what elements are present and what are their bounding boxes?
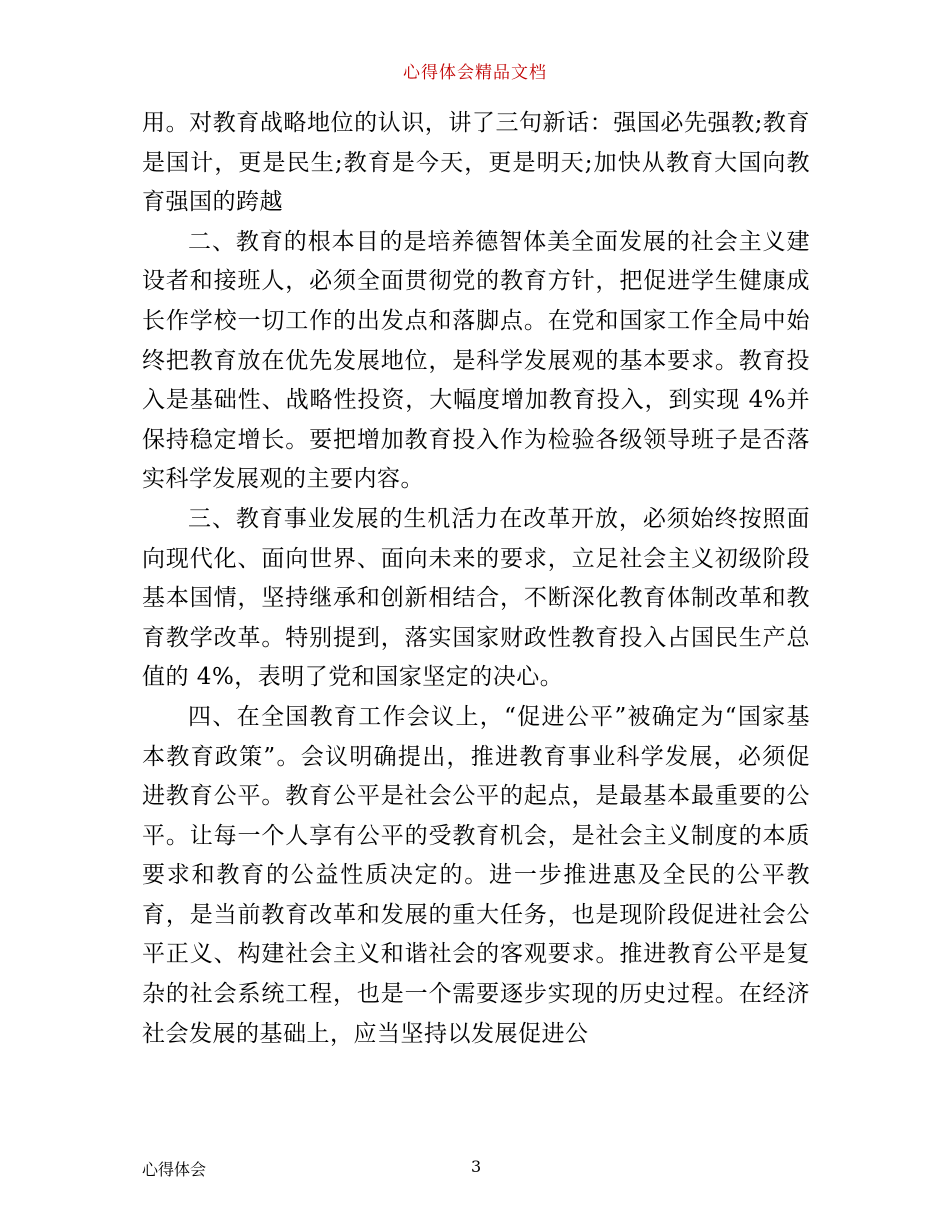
paragraph-section-two: 二、教育的根本目的是培养德智体美全面发展的社会主义建设者和接班人，必须全面贯彻党的教育方针，把促进学生健康成长作学校一切工作的出发点和落脚点。在党和国家工作全局中始终把教育放在优先发展地位，是科学发展观的基本要求。教育投入是基础性、战略性投资，大幅度增加教育投入，到实现 4%并保持稳定增长。要把增加教育投入作为检验各级领导班子是否落实科学发展观的主要内容。	[142, 228, 810, 493]
page-number: 3	[471, 1157, 482, 1176]
footer-label: 心得体会	[142, 1160, 207, 1179]
paragraph-continuation: 用。对教育战略地位的认识，讲了三句新话：强国必先强教;教育是国计，更是民生;教育是今天，更是明天;加快从教育大国向教育强国的跨越	[142, 110, 810, 216]
paragraph-section-four: 四、在全国教育工作会议上，“促进公平”被确定为“国家基本教育政策”。会议明确提出，推进教育事业科学发展，必须促进教育公平。教育公平是社会公平的起点，是最基本最重要的公平。让每一个人享有公平的受教育机会，是社会主义制度的本质要求和教育的公益性质决定的。进一步推进惠及全民的公平教育，是当前教育改革和发展的重大任务，也是现阶段促进社会公平正义、构建社会主义和谐社会的客观要求。推进教育公平是复杂的社会系统工程，也是一个需要逐步实现的历史过程。在经济社会发展的基础上，应当坚持以发展促进公	[142, 703, 810, 1047]
document-body	[142, 104, 810, 1054]
page-header-title: 心得体会精品文档	[403, 63, 547, 83]
paragraph-section-three: 三、教育事业发展的生机活力在改革开放，必须始终按照面向现代化、面向世界、面向未来的要求，立足社会主义初级阶段基本国情，坚持继承和创新相结合，不断深化教育体制改革和教育教学改革。特别提到，落实国家财政性教育投入占国民生产总值的 4%，表明了党和国家坚定的决心。	[142, 505, 810, 691]
